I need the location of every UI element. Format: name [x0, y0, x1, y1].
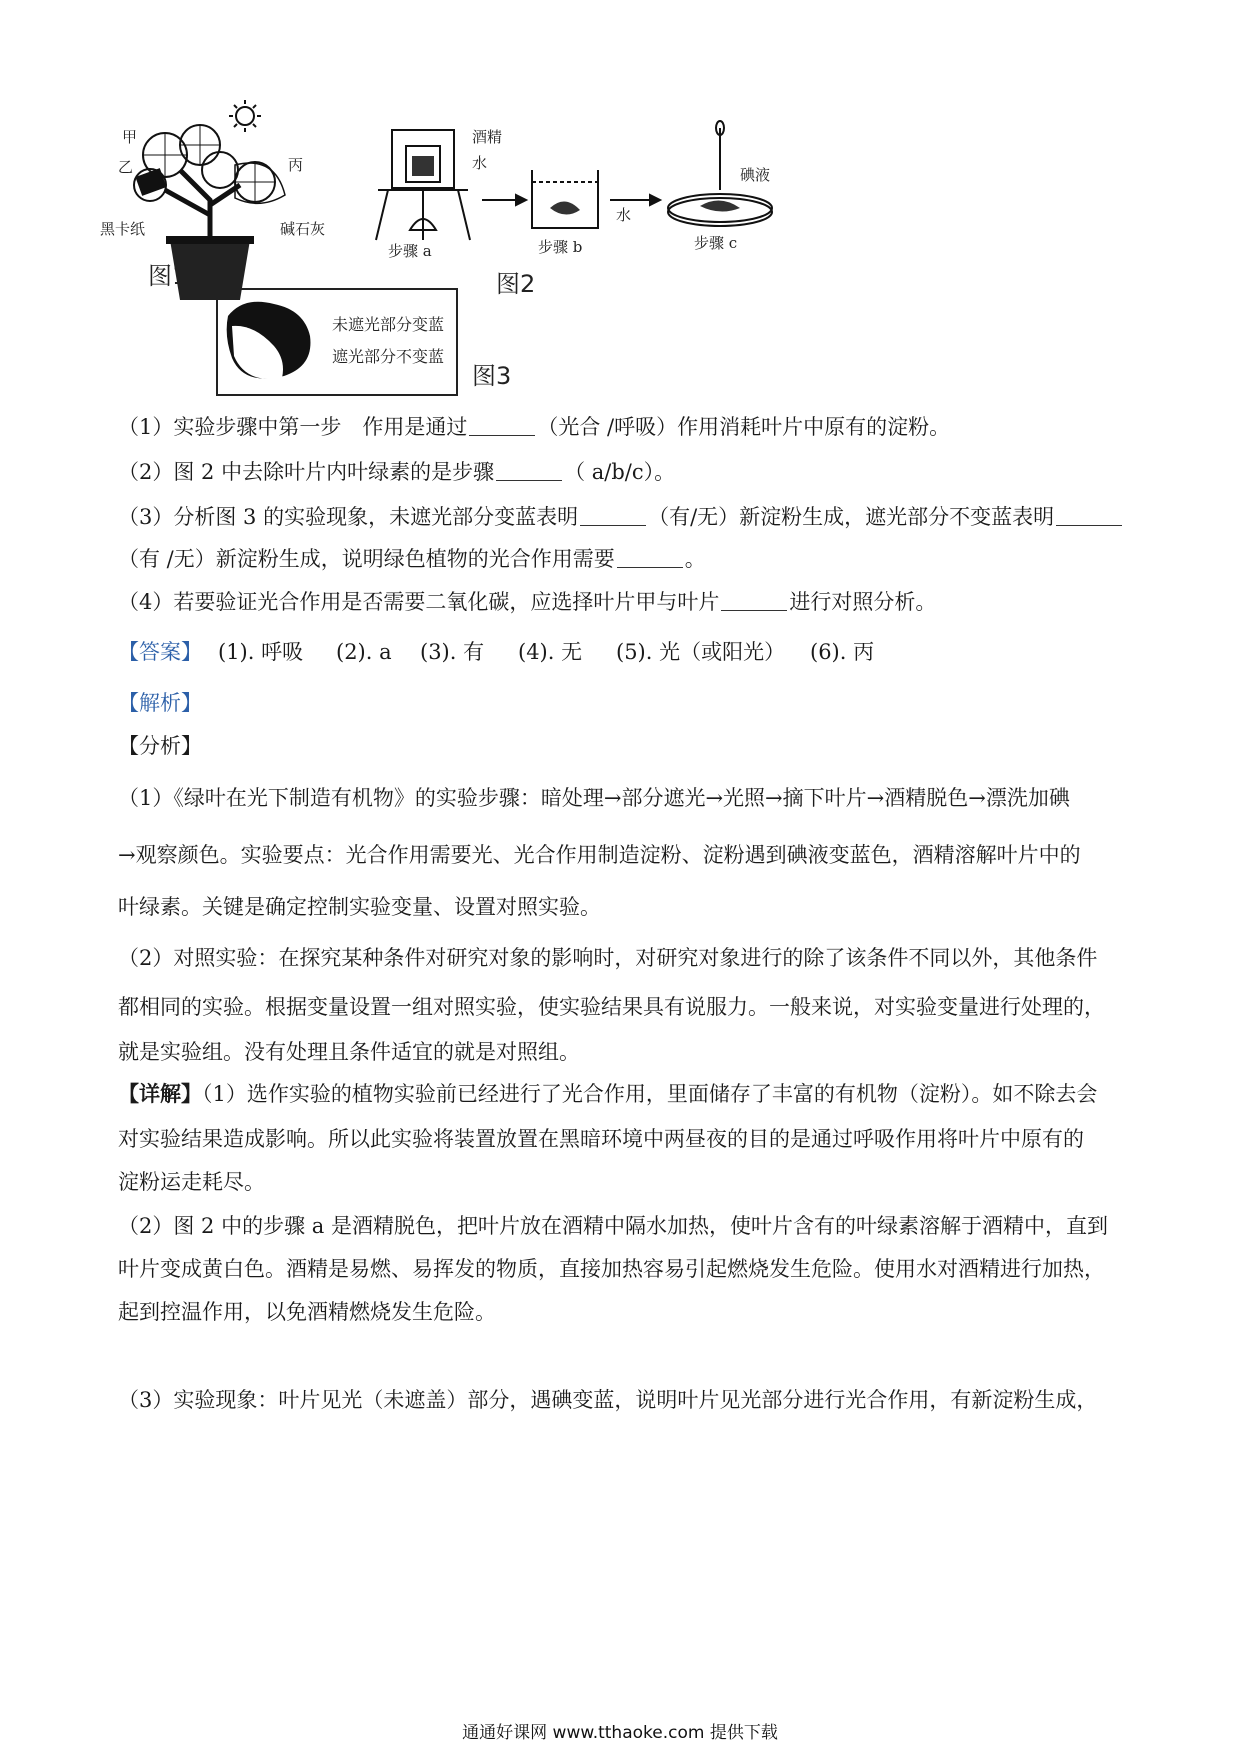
fig2-label-step-b: 步骤 b: [538, 238, 583, 256]
answer-blank: [496, 458, 562, 481]
analysis-line-2: →观察颜色。实验要点：光合作用需要光、光合作用制造淀粉、淀粉遇到碘液变蓝色，酒精溶解叶片中的: [118, 843, 1081, 867]
fig2-label-water: 水: [472, 154, 488, 172]
analysis-line-3: 叶绿素。关键是确定控制实验变量、设置对照实验。: [118, 895, 601, 919]
analysis-line-5: 都相同的实验。根据变量设置一组对照实验，使实验结果具有说服力。一般来说，对实验变量进行处理的，: [118, 995, 1105, 1019]
answer-row: [118, 637, 1018, 667]
figure-area: [100, 100, 1080, 445]
detail-line-3: 淀粉运走耗尽。: [118, 1170, 265, 1194]
answer-blank: [617, 545, 683, 568]
fenxi-tag: 【分析】: [118, 734, 202, 758]
fig2-label-alcohol: 酒精: [472, 128, 503, 146]
answer-item-4: (4). 无: [518, 640, 583, 664]
answer-tag: 【答案】: [118, 640, 202, 664]
question-4: （4）若要验证光合作用是否需要二氧化碳，应选择叶片甲与叶片 进行对照分析。: [118, 590, 937, 614]
fig1-label-jia: 甲: [122, 128, 138, 146]
fig2-label-iodine: 碘液: [740, 166, 771, 184]
answer-blank: [1056, 503, 1122, 526]
fig1-label-black-paper: 黑卡纸: [100, 220, 146, 238]
answer-item-5: (5). 光（或阳光）: [616, 640, 786, 664]
fig1-label-yi: 乙: [118, 158, 134, 176]
question-3-continued: （有 /无）新淀粉生成，说明绿色植物的光合作用需要 。: [118, 547, 706, 571]
question-1: （1）实验步骤中第一步 作用是通过 （光合 /呼吸）作用消耗叶片中原有的淀粉。: [118, 415, 951, 439]
detail-line-2: 对实验结果造成影响。所以此实验将装置放置在黑暗环境中两昼夜的目的是通过呼吸作用将叶片中原有的: [118, 1127, 1084, 1151]
fig2-label-water2: 水: [616, 206, 632, 224]
question-2: （2）图 2 中去除叶片内叶绿素的是步骤 （ a/b/c）。: [118, 460, 676, 484]
detail-line-1: 【详解】（1）选作实验的植物实验前已经进行了光合作用，里面储存了丰富的有机物（淀粉）。如不除去会: [118, 1081, 1098, 1106]
fig3-caption: 图3: [472, 362, 512, 390]
fig3-leaf-illustration: [224, 296, 320, 388]
answer-item-6: (6). 丙: [810, 640, 875, 664]
fig1-label-soda-lime: 碱石灰: [280, 220, 326, 238]
answer-blank: [580, 503, 646, 526]
detail-tag: 【详解】: [118, 1081, 202, 1106]
fig2-label-step-a: 步骤 a: [388, 242, 432, 260]
jiexi-tag: 【解析】: [118, 691, 202, 715]
detail-line-4: （2）图 2 中的步骤 a 是酒精脱色，把叶片放在酒精中隔水加热，使叶片含有的叶绿素溶解于酒精中，直到: [118, 1214, 1108, 1238]
fig3-label-shaded: 遮光部分不变蓝: [332, 347, 445, 366]
question-3: （3）分析图 3 的实验现象，未遮光部分变蓝表明 （有/无）新淀粉生成，遮光部分不变蓝表明: [118, 502, 1124, 532]
answer-blank: [721, 588, 787, 611]
analysis-line-4: （2）对照实验：在探究某种条件对研究对象的影响时，对研究对象进行的除了该条件不同以外，其他条件: [118, 946, 1098, 970]
fig1-caption: 图1: [148, 262, 188, 290]
fig3-label-unshaded: 未遮光部分变蓝: [332, 315, 445, 334]
answer-item-3: (3). 有: [420, 640, 485, 664]
detail-line-6: 起到控温作用，以免酒精燃烧发生危险。: [118, 1300, 496, 1324]
fig2-caption: 图2: [496, 270, 536, 298]
answer-blank: [469, 413, 535, 436]
sun-icon: [229, 100, 261, 132]
detail-line-5: 叶片变成黄白色。酒精是易燃、易挥发的物质，直接加热容易引起燃烧发生危险。使用水对酒精进行加热，: [118, 1257, 1105, 1281]
analysis-line-6: 就是实验组。没有处理且条件适宜的就是对照组。: [118, 1040, 580, 1064]
detail-line-7: （3）实验现象：叶片见光（未遮盖）部分，遇碘变蓝，说明叶片见光部分进行光合作用，有新淀粉生成，: [118, 1388, 1098, 1412]
fig1-label-bing: 丙: [288, 156, 304, 174]
answer-item-2: (2). a: [336, 640, 392, 664]
footer-source: 通通好课网 www.tthaoke.com 提供下载: [462, 1723, 778, 1743]
fig3-box: [216, 288, 458, 396]
analysis-line-1: （1）《绿叶在光下制造有机物》的实验步骤：暗处理→部分遮光→光照→摘下叶片→酒精脱色→漂洗加碘: [118, 786, 1070, 810]
fig2-label-step-c: 步骤 c: [694, 234, 738, 252]
answer-item-1: (1). 呼吸: [218, 640, 304, 664]
